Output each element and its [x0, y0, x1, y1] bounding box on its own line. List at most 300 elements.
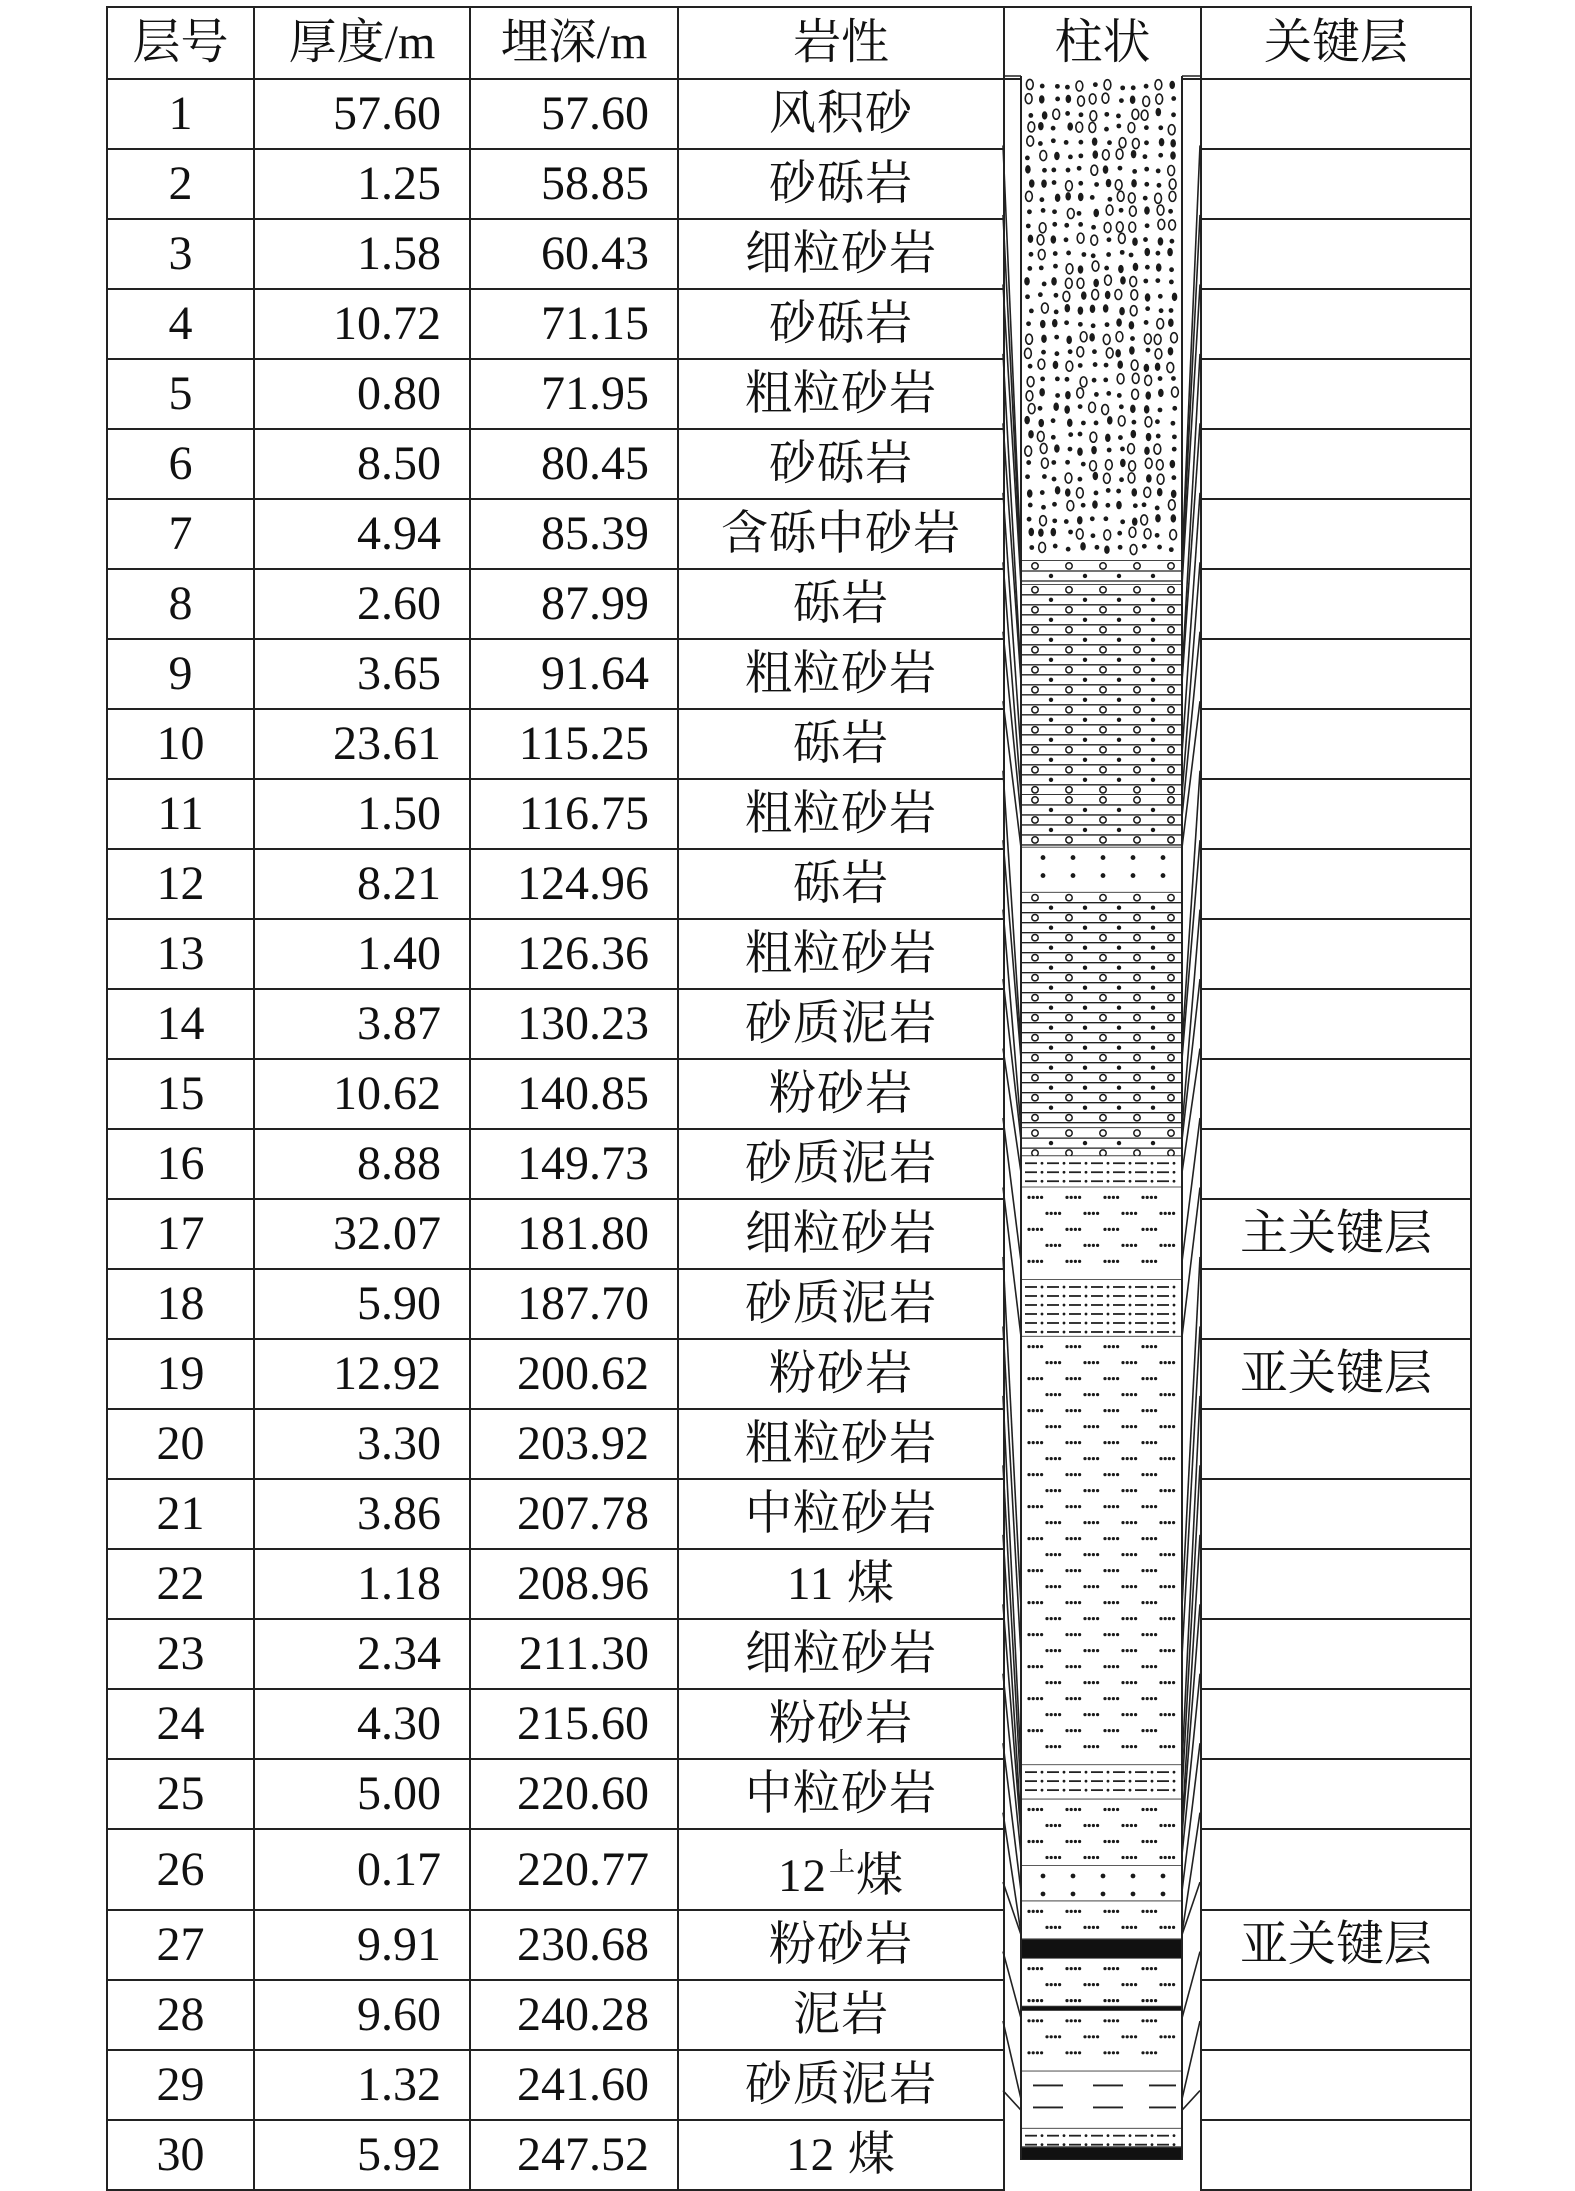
table-row [107, 1619, 1471, 1689]
lithology-cell [678, 639, 1004, 709]
lithology-text: 砾岩 [793, 718, 889, 770]
table-row [107, 849, 1471, 919]
key-stratum-cell [1201, 779, 1471, 849]
lithology-cell [678, 499, 1004, 569]
table-row [107, 1339, 1471, 1409]
layer-no-cell [107, 1829, 254, 1910]
lithology-text: 砂质泥岩 [745, 1138, 937, 1190]
layer-no-cell [107, 1339, 254, 1409]
column-cell [1004, 989, 1201, 1059]
thickness-cell [254, 1829, 470, 1910]
lithology-cell [678, 849, 1004, 919]
lithology-text: 粗粒砂岩 [745, 1418, 937, 1470]
lithology-cell [678, 1759, 1004, 1829]
table-row [107, 779, 1471, 849]
header-column: 柱状 [1004, 7, 1201, 79]
header-layer-no: 层号 [107, 7, 254, 79]
lithology-cell [678, 1619, 1004, 1689]
table-row [107, 1199, 1471, 1269]
table-row [107, 569, 1471, 639]
key-stratum-cell [1201, 1269, 1471, 1339]
thickness-cell [254, 639, 470, 709]
layer-no-text: 20 [156, 1417, 205, 1470]
lithology-text: 砂砾岩 [769, 438, 913, 490]
lithology-cell [678, 2120, 1004, 2190]
column-cell [1004, 429, 1201, 499]
thickness-cell [254, 989, 470, 1059]
depth-text: 85.39 [541, 507, 649, 560]
thickness-cell [254, 359, 470, 429]
thickness-cell [254, 569, 470, 639]
lithology-text: 细粒砂岩 [745, 1208, 937, 1260]
depth-text: 215.60 [517, 1697, 649, 1750]
layer-no-text: 18 [156, 1277, 205, 1330]
thickness-cell [254, 429, 470, 499]
column-cell [1004, 919, 1201, 989]
layer-no-cell [107, 359, 254, 429]
column-cell [1004, 1059, 1201, 1129]
thickness-text: 1.58 [357, 227, 441, 280]
key-stratum-cell [1201, 1549, 1471, 1619]
layer-no-text: 12 [156, 857, 205, 910]
depth-cell [470, 989, 678, 1059]
key-stratum-cell [1201, 709, 1471, 779]
depth-text: 208.96 [517, 1557, 649, 1610]
layer-no-cell [107, 639, 254, 709]
depth-text: 126.36 [517, 927, 649, 980]
layer-no-text: 8 [168, 577, 193, 630]
thickness-text: 3.65 [357, 647, 441, 700]
thickness-cell [254, 1199, 470, 1269]
depth-text: 57.60 [541, 87, 649, 140]
thickness-cell [254, 219, 470, 289]
column-cell [1004, 1409, 1201, 1479]
thickness-text: 9.91 [357, 1918, 441, 1971]
depth-text: 71.95 [541, 367, 649, 420]
lithology-cell [678, 429, 1004, 499]
depth-cell [470, 2050, 678, 2120]
key-stratum-cell [1201, 1199, 1471, 1269]
layer-no-text: 25 [156, 1767, 205, 1820]
layer-no-text: 16 [156, 1137, 205, 1190]
thickness-cell [254, 289, 470, 359]
layer-no-text: 23 [156, 1627, 205, 1680]
layer-no-text: 9 [168, 647, 193, 700]
depth-cell [470, 2120, 678, 2190]
thickness-text: 0.17 [357, 1842, 441, 1896]
lithology-cell [678, 989, 1004, 1059]
column-cell [1004, 569, 1201, 639]
thickness-text: 5.00 [357, 1767, 441, 1820]
table-row [107, 359, 1471, 429]
key-stratum-cell [1201, 2120, 1471, 2190]
table-row [107, 989, 1471, 1059]
column-cell [1004, 1549, 1201, 1619]
thickness-cell [254, 1409, 470, 1479]
layer-no-cell [107, 219, 254, 289]
layer-no-cell [107, 429, 254, 499]
depth-cell [470, 1129, 678, 1199]
thickness-cell [254, 1339, 470, 1409]
table-row [107, 499, 1471, 569]
lithology-cell [678, 149, 1004, 219]
layer-no-cell [107, 779, 254, 849]
header-thickness: 厚度/m [254, 7, 470, 79]
key-stratum-cell [1201, 1479, 1471, 1549]
depth-text: 71.15 [541, 297, 649, 350]
thickness-cell [254, 2050, 470, 2120]
key-stratum-cell [1201, 1339, 1471, 1409]
lithology-text: 11 煤 [786, 1558, 895, 1610]
lithology-cell [678, 919, 1004, 989]
layer-no-cell [107, 1059, 254, 1129]
column-cell [1004, 1269, 1201, 1339]
table-row [107, 149, 1471, 219]
lithology-cell [678, 1129, 1004, 1199]
column-cell [1004, 849, 1201, 919]
thickness-text: 4.94 [357, 507, 441, 560]
table-row [107, 429, 1471, 499]
lithology-text: 粗粒砂岩 [745, 648, 937, 700]
layer-no-cell [107, 1910, 254, 1980]
layer-no-text: 5 [168, 367, 193, 420]
depth-cell [470, 1910, 678, 1980]
depth-text: 230.68 [517, 1918, 649, 1971]
depth-text: 116.75 [518, 787, 649, 840]
key-stratum-cell [1201, 1980, 1471, 2050]
depth-cell [470, 1269, 678, 1339]
lithology-cell [678, 569, 1004, 639]
thickness-cell [254, 1059, 470, 1129]
thickness-cell [254, 79, 470, 149]
column-cell [1004, 79, 1201, 149]
lithology-text: 砂质泥岩 [745, 2059, 937, 2111]
lithology-text: 粉砂岩 [769, 1068, 913, 1120]
depth-text: 58.85 [541, 157, 649, 210]
lithology-text: 12 煤 [786, 2129, 896, 2181]
depth-cell [470, 1199, 678, 1269]
layer-no-text: 6 [168, 437, 193, 490]
table-row [107, 1059, 1471, 1129]
key-stratum-text: 亚关键层 [1239, 1347, 1432, 1400]
layer-no-text: 21 [156, 1487, 205, 1540]
lithology-cell [678, 1409, 1004, 1479]
lithology-cell [678, 1549, 1004, 1619]
depth-cell [470, 289, 678, 359]
layer-no-text: 22 [156, 1557, 205, 1610]
stratigraphic-table [106, 6, 1472, 2191]
depth-cell [470, 1689, 678, 1759]
lithology-cell [678, 2050, 1004, 2120]
table-row [107, 709, 1471, 779]
thickness-text: 12.92 [333, 1347, 441, 1400]
depth-cell [470, 1059, 678, 1129]
layer-no-cell [107, 79, 254, 149]
key-stratum-cell [1201, 499, 1471, 569]
layer-no-text: 14 [156, 997, 205, 1050]
lithology-text: 粗粒砂岩 [745, 788, 937, 840]
lithology-text: 砂砾岩 [769, 158, 913, 210]
depth-cell [470, 1619, 678, 1689]
thickness-text: 32.07 [333, 1207, 441, 1260]
column-cell [1004, 1339, 1201, 1409]
thickness-cell [254, 1759, 470, 1829]
key-stratum-cell [1201, 1910, 1471, 1980]
thickness-cell [254, 1269, 470, 1339]
table-row [107, 1910, 1471, 1980]
lithology-superscript: 上 [828, 1848, 856, 1877]
lithology-text: 细粒砂岩 [745, 1628, 937, 1680]
layer-no-text: 27 [156, 1918, 205, 1971]
depth-cell [470, 919, 678, 989]
layer-no-text: 13 [156, 927, 205, 980]
depth-text: 200.62 [517, 1347, 649, 1400]
thickness-cell [254, 1479, 470, 1549]
column-cell [1004, 359, 1201, 429]
table-row [107, 2120, 1471, 2190]
column-cell [1004, 2050, 1201, 2120]
column-cell [1004, 1479, 1201, 1549]
depth-text: 115.25 [518, 717, 649, 770]
key-stratum-cell [1201, 919, 1471, 989]
layer-no-cell [107, 499, 254, 569]
lithology-suffix: 煤 [856, 1850, 904, 1902]
depth-text: 220.60 [517, 1767, 649, 1820]
column-cell [1004, 1199, 1201, 1269]
thickness-text: 4.30 [357, 1697, 441, 1750]
stratigraphic-table-sheet [106, 6, 1470, 2181]
depth-cell [470, 1980, 678, 2050]
lithology-text: 12 [777, 1850, 827, 1902]
depth-text: 149.73 [517, 1137, 649, 1190]
depth-text: 220.77 [517, 1842, 649, 1896]
lithology-text: 粗粒砂岩 [745, 368, 937, 420]
layer-no-cell [107, 149, 254, 219]
thickness-cell [254, 849, 470, 919]
depth-text: 60.43 [541, 227, 649, 280]
layer-no-text: 7 [168, 507, 193, 560]
lithology-cell [678, 219, 1004, 289]
thickness-cell [254, 2120, 470, 2190]
key-stratum-cell [1201, 1619, 1471, 1689]
thickness-text: 10.72 [333, 297, 441, 350]
table-row [107, 1479, 1471, 1549]
depth-cell [470, 1829, 678, 1910]
depth-cell [470, 709, 678, 779]
layer-no-text: 4 [168, 297, 193, 350]
table-row [107, 1409, 1471, 1479]
table-row [107, 1549, 1471, 1619]
lithology-cell [678, 1199, 1004, 1269]
column-cell [1004, 219, 1201, 289]
lithology-text: 细粒砂岩 [745, 228, 937, 280]
thickness-text: 1.32 [357, 2058, 441, 2111]
column-cell [1004, 2120, 1201, 2190]
table-row [107, 79, 1471, 149]
key-stratum-cell [1201, 1689, 1471, 1759]
depth-text: 247.52 [517, 2128, 649, 2181]
depth-cell [470, 219, 678, 289]
header-depth: 埋深/m [470, 7, 678, 79]
lithology-text: 风积砂 [769, 88, 913, 140]
layer-no-text: 15 [156, 1067, 205, 1120]
table-row [107, 289, 1471, 359]
column-cell [1004, 1129, 1201, 1199]
depth-cell [470, 499, 678, 569]
depth-cell [470, 149, 678, 219]
layer-no-text: 3 [168, 227, 193, 280]
layer-no-cell [107, 2120, 254, 2190]
key-stratum-cell [1201, 639, 1471, 709]
key-stratum-cell [1201, 1829, 1471, 1910]
column-cell [1004, 709, 1201, 779]
depth-cell [470, 639, 678, 709]
thickness-cell [254, 1980, 470, 2050]
key-stratum-cell [1201, 219, 1471, 289]
layer-no-cell [107, 919, 254, 989]
thickness-text: 1.50 [357, 787, 441, 840]
lithology-cell [678, 709, 1004, 779]
depth-text: 130.23 [517, 997, 649, 1050]
layer-no-cell [107, 1980, 254, 2050]
layer-no-cell [107, 989, 254, 1059]
layer-no-cell [107, 1409, 254, 1479]
thickness-text: 9.60 [357, 1988, 441, 2041]
key-stratum-cell [1201, 849, 1471, 919]
thickness-cell [254, 779, 470, 849]
column-cell [1004, 499, 1201, 569]
layer-no-text: 29 [156, 2058, 205, 2111]
lithology-cell [678, 289, 1004, 359]
key-stratum-cell [1201, 149, 1471, 219]
depth-text: 207.78 [517, 1487, 649, 1540]
table-row [107, 219, 1471, 289]
layer-no-cell [107, 1549, 254, 1619]
thickness-cell [254, 1619, 470, 1689]
depth-text: 80.45 [541, 437, 649, 490]
lithology-text: 粉砂岩 [769, 1348, 913, 1400]
column-cell [1004, 1689, 1201, 1759]
column-cell [1004, 779, 1201, 849]
table-row [107, 2050, 1471, 2120]
depth-cell [470, 1479, 678, 1549]
depth-text: 187.70 [517, 1277, 649, 1330]
table-row [107, 1759, 1471, 1829]
lithology-cell [678, 1479, 1004, 1549]
depth-text: 241.60 [517, 2058, 649, 2111]
key-stratum-cell [1201, 289, 1471, 359]
depth-text: 124.96 [517, 857, 649, 910]
column-cell [1004, 639, 1201, 709]
lithology-text: 砾岩 [793, 578, 889, 630]
table-row [107, 639, 1471, 709]
depth-cell [470, 79, 678, 149]
thickness-text: 3.87 [357, 997, 441, 1050]
thickness-cell [254, 1689, 470, 1759]
thickness-text: 8.21 [357, 857, 441, 910]
key-stratum-cell [1201, 359, 1471, 429]
lithology-cell [678, 359, 1004, 429]
header-row [107, 7, 1471, 79]
table-row [107, 1829, 1471, 1910]
key-stratum-cell [1201, 2050, 1471, 2120]
lithology-cell [678, 1339, 1004, 1409]
lithology-text: 砂质泥岩 [745, 998, 937, 1050]
thickness-text: 5.90 [357, 1277, 441, 1330]
header-lithology: 岩性 [678, 7, 1004, 79]
layer-no-cell [107, 709, 254, 779]
thickness-text: 2.60 [357, 577, 441, 630]
thickness-text: 8.50 [357, 437, 441, 490]
thickness-text: 1.18 [357, 1557, 441, 1610]
layer-no-cell [107, 289, 254, 359]
column-cell [1004, 1910, 1201, 1980]
thickness-text: 1.25 [357, 157, 441, 210]
thickness-cell [254, 1129, 470, 1199]
key-stratum-text: 亚关键层 [1239, 1918, 1432, 1971]
lithology-text: 砂砾岩 [769, 298, 913, 350]
thickness-text: 23.61 [333, 717, 441, 770]
lithology-cell [678, 1689, 1004, 1759]
depth-cell [470, 1339, 678, 1409]
layer-no-cell [107, 1689, 254, 1759]
thickness-cell [254, 1910, 470, 1980]
layer-no-cell [107, 1269, 254, 1339]
layer-no-text: 26 [156, 1842, 205, 1896]
depth-cell [470, 1759, 678, 1829]
table-row [107, 1689, 1471, 1759]
lithology-cell [678, 1269, 1004, 1339]
layer-no-cell [107, 2050, 254, 2120]
lithology-cell [678, 79, 1004, 149]
key-stratum-text: 主关键层 [1239, 1207, 1432, 1260]
thickness-cell [254, 1549, 470, 1619]
key-stratum-cell [1201, 1059, 1471, 1129]
lithology-text: 中粒砂岩 [745, 1488, 937, 1540]
lithology-text: 泥岩 [793, 1989, 889, 2041]
thickness-cell [254, 919, 470, 989]
lithology-text: 砾岩 [793, 858, 889, 910]
layer-no-text: 24 [156, 1697, 205, 1750]
key-stratum-cell [1201, 989, 1471, 1059]
lithology-text: 粗粒砂岩 [745, 928, 937, 980]
layer-no-text: 19 [156, 1347, 205, 1400]
lithology-cell [678, 779, 1004, 849]
layer-no-text: 17 [156, 1207, 205, 1260]
depth-cell [470, 779, 678, 849]
column-cell [1004, 1759, 1201, 1829]
table-row [107, 1980, 1471, 2050]
depth-text: 181.80 [517, 1207, 649, 1260]
thickness-text: 1.40 [357, 927, 441, 980]
table-row [107, 919, 1471, 989]
thickness-cell [254, 149, 470, 219]
layer-no-text: 10 [156, 717, 205, 770]
layer-no-text: 30 [156, 2128, 205, 2181]
layer-no-cell [107, 1129, 254, 1199]
layer-no-text: 11 [157, 787, 204, 840]
header-key-stratum: 关键层 [1201, 7, 1471, 79]
layer-no-cell [107, 1619, 254, 1689]
thickness-text: 5.92 [357, 2128, 441, 2181]
thickness-text: 0.80 [357, 367, 441, 420]
key-stratum-cell [1201, 429, 1471, 499]
depth-text: 211.30 [518, 1627, 649, 1680]
layer-no-text: 2 [168, 157, 193, 210]
column-cell [1004, 1829, 1201, 1910]
depth-cell [470, 1549, 678, 1619]
thickness-cell [254, 709, 470, 779]
